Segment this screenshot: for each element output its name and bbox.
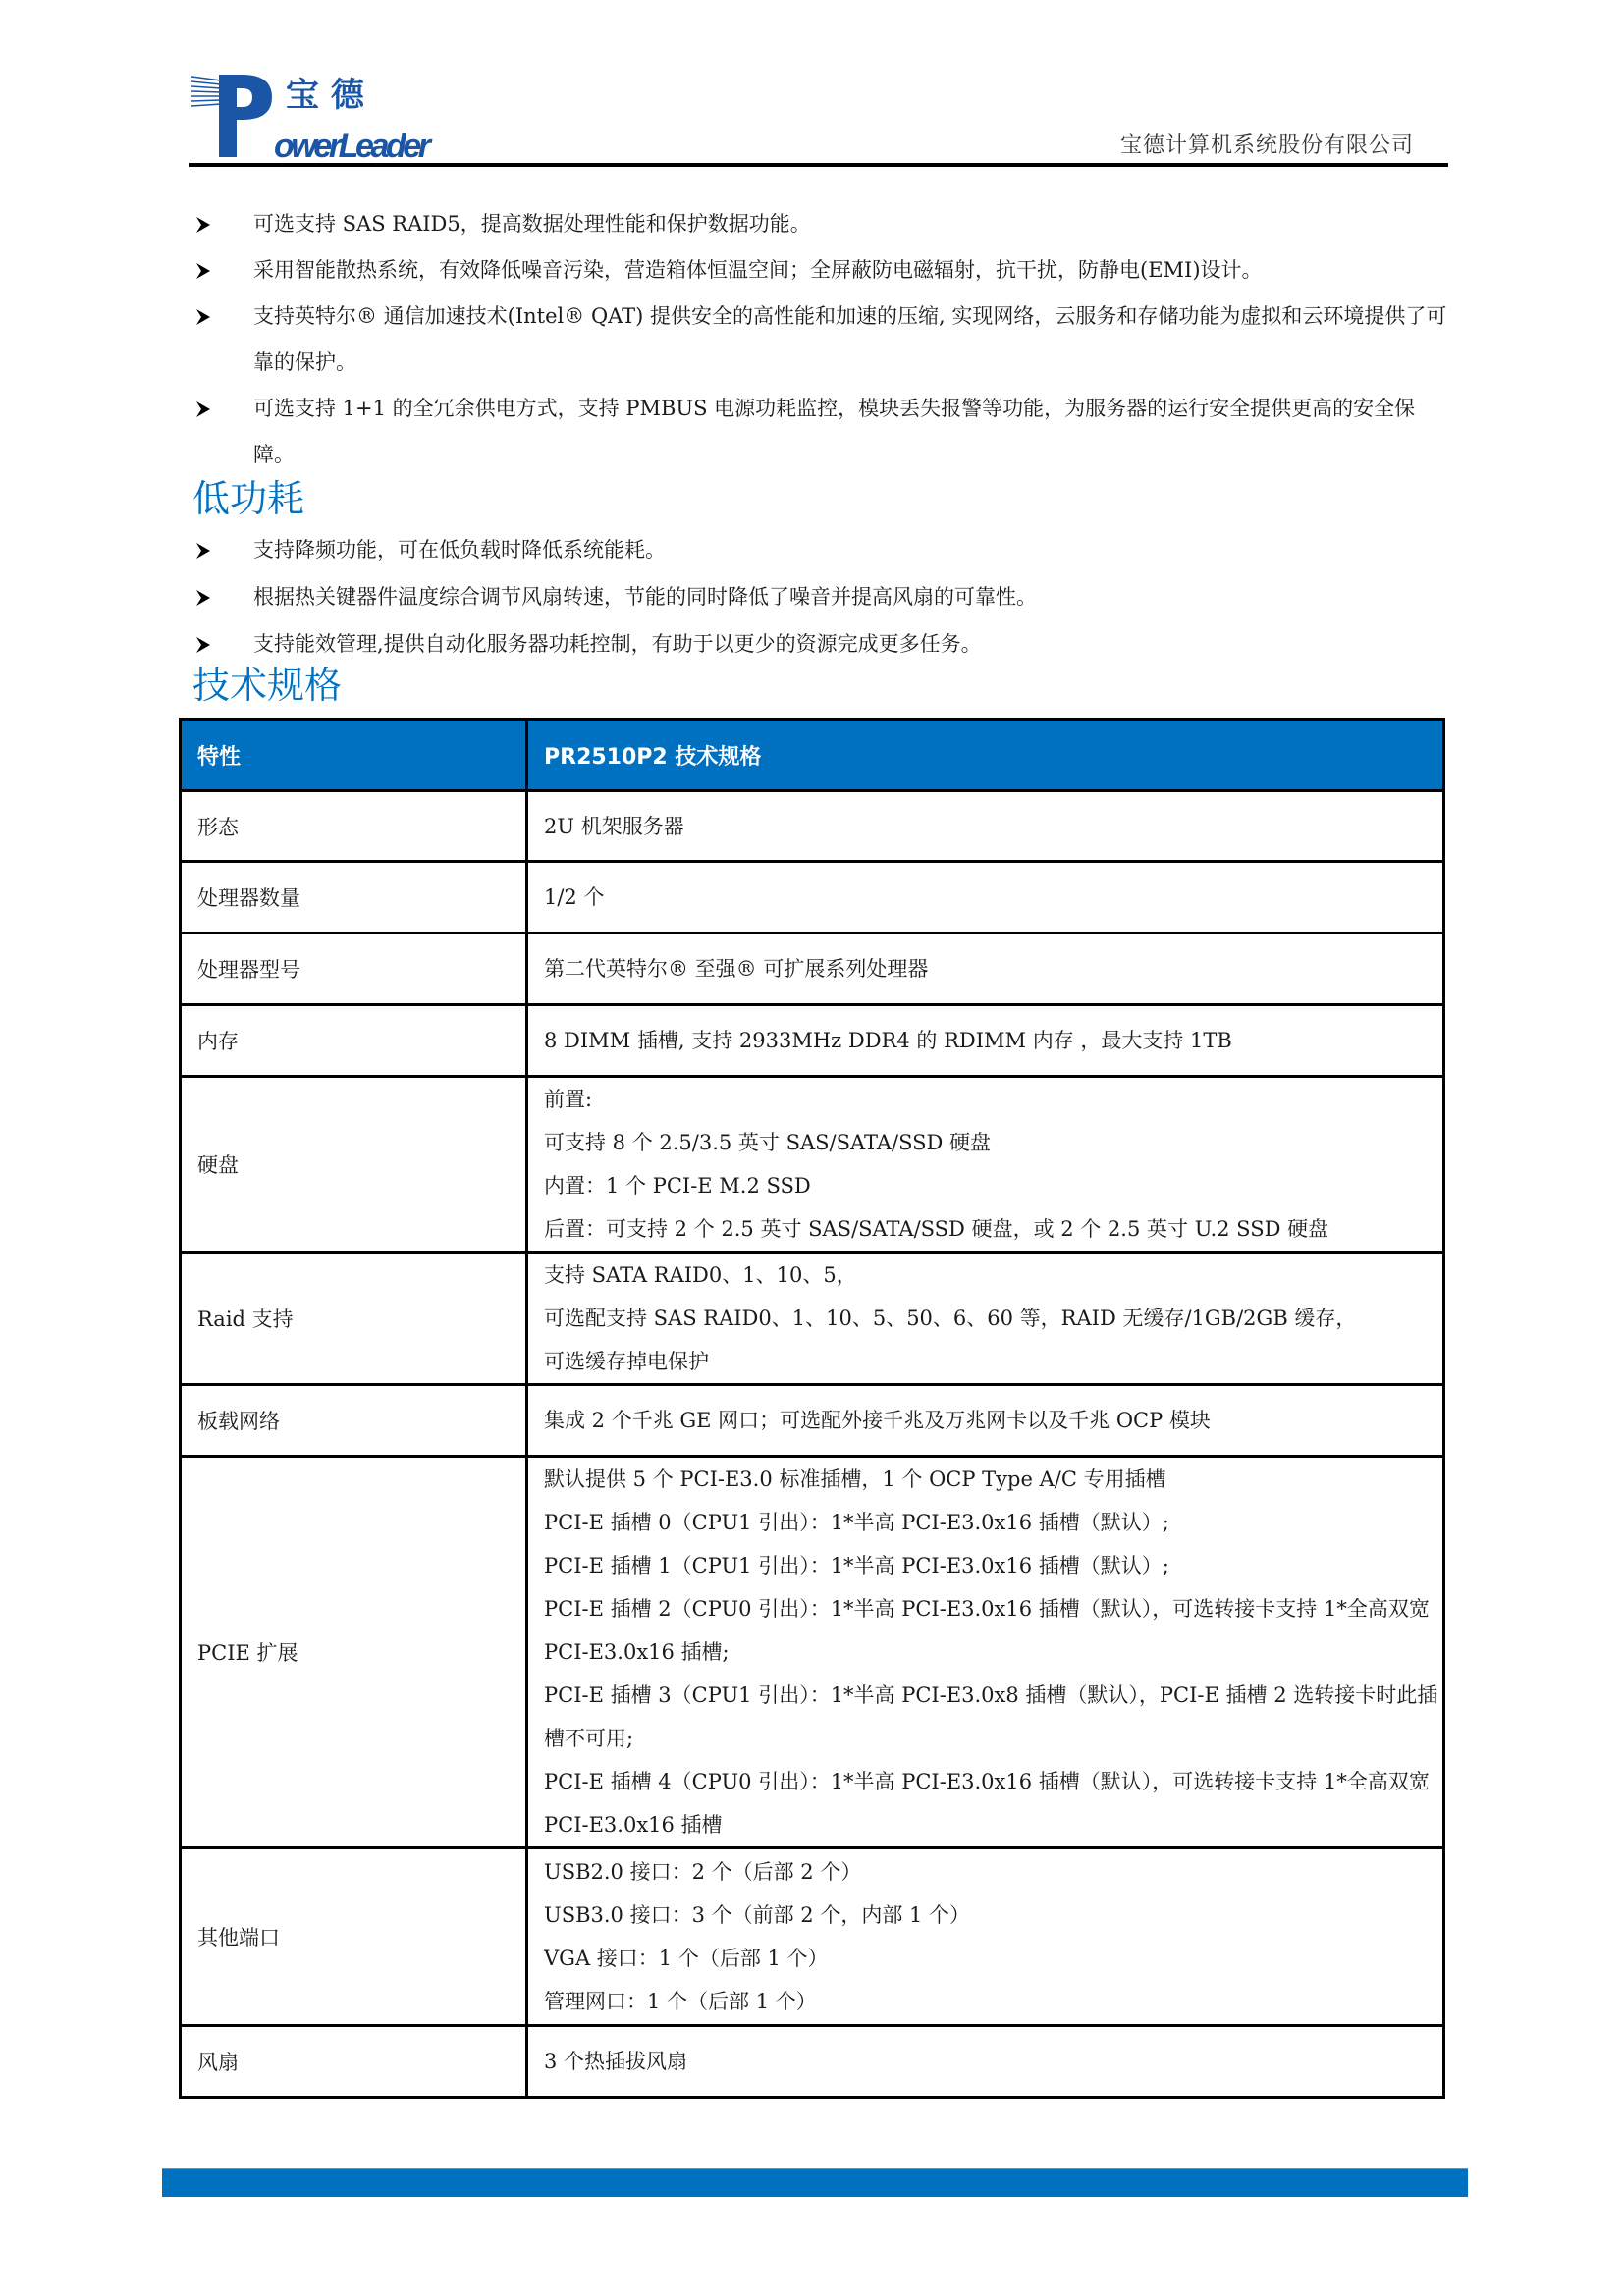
spec-feature-cell: 处理器数量	[181, 862, 527, 934]
spec-table	[179, 718, 1445, 2099]
spec-value-cell	[527, 1848, 1444, 2026]
spec-feature-cell: 形态	[181, 791, 527, 862]
intro-bullet: 可选支持 SAS RAID5，提高数据处理性能和保护数据功能。	[196, 201, 1449, 247]
spec-table-row	[181, 1005, 1444, 1077]
arrow-bullet-icon	[196, 386, 214, 417]
header-divider	[189, 163, 1448, 167]
spec-value-line: USB2.0 接口：2 个（后部 2 个）	[544, 1860, 862, 1884]
spec-value-cell	[527, 862, 1444, 934]
spec-value-cell	[527, 1077, 1444, 1253]
spec-feature-cell: 硬盘	[181, 1077, 527, 1253]
column-header-spec: PR2510P2 技术规格	[527, 720, 1444, 791]
spec-value-line: VGA 接口：1 个（后部 1 个）	[544, 1947, 829, 1970]
arrow-bullet-icon	[196, 527, 214, 559]
low-power-bullet: 支持降频功能，可在低负载时降低系统能耗。	[196, 527, 1449, 573]
spec-table-row	[181, 2026, 1444, 2098]
low-power-bullet: 根据热关键器件温度综合调节风扇转速，节能的同时降低了噪音并提高风扇的可靠性。	[196, 574, 1449, 620]
spec-value-cell	[527, 1457, 1444, 1848]
spec-table-row	[181, 1253, 1444, 1385]
logo-cn-name: 宝 德	[286, 76, 364, 115]
spec-value-line: 1/2 个	[544, 885, 605, 909]
arrow-bullet-icon	[196, 247, 214, 279]
spec-value-cell	[527, 1385, 1444, 1457]
spec-value-line: 第二代英特尔® 至强® 可扩展系列处理器	[544, 957, 929, 981]
spec-value-line: 后置：可支持 2 个 2.5 英寸 SAS/SATA/SSD 硬盘，或 2 个 2.5 英寸 U.2 SSD 硬盘	[544, 1217, 1329, 1241]
low-power-bullet: 支持能效管理,提供自动化服务器功耗控制，有助于以更少的资源完成更多任务。	[196, 621, 1449, 667]
spec-value-line: PCI-E 插槽 1（CPU1 引出）：1*半高 PCI-E3.0x16 插槽（默认）;	[544, 1554, 1169, 1577]
spec-value-line: 默认提供 5 个 PCI-E3.0 标准插槽，1 个 OCP Type A/C 专用插槽	[544, 1468, 1166, 1491]
section-heading-spec: 技术规格	[192, 664, 343, 707]
spec-value-line: PCI-E 插槽 2（CPU0 引出）：1*半高 PCI-E3.0x16 插槽（默认），可选转接卡支持 1*全高双宽 PCI-E3.0x16 插槽;	[544, 1597, 1430, 1664]
intro-bullet: 可选支持 1+1 的全冗余供电方式，支持 PMBUS 电源功耗监控，模块丢失报警等功能，为服务器的运行安全提供更高的安全保障。	[196, 386, 1449, 478]
logo-en-name: owerLeader	[274, 128, 431, 161]
spec-value-line: 管理网口：1 个（后部 1 个）	[544, 1990, 817, 2013]
intro-bullet: 支持英特尔® 通信加速技术(Intel® QAT) 提供安全的高性能和加速的压缩, 实现网络，云服务和存储功能为虚拟和云环境提供了可靠的保护。	[196, 294, 1449, 386]
spec-value-cell	[527, 791, 1444, 862]
spec-table-row	[181, 934, 1444, 1005]
company-logo	[191, 71, 437, 161]
arrow-bullet-icon	[196, 294, 214, 325]
spec-value-cell	[527, 1253, 1444, 1385]
spec-table-row	[181, 1848, 1444, 2026]
column-header-feature: 特性	[181, 720, 527, 791]
spec-value-line: PCI-E 插槽 4（CPU0 引出）：1*半高 PCI-E3.0x16 插槽（默认），可选转接卡支持 1*全高双宽 PCI-E3.0x16 插槽	[544, 1770, 1430, 1837]
spec-value-line: 支持 SATA RAID0、1、10、5，	[544, 1263, 857, 1287]
spec-feature-cell: 风扇	[181, 2026, 527, 2098]
spec-value-line: 内置：1 个 PCI-E M.2 SSD	[544, 1174, 811, 1198]
spec-value-line: 可选缓存掉电保护	[544, 1350, 709, 1373]
arrow-bullet-icon	[196, 621, 214, 653]
spec-table-row	[181, 1457, 1444, 1848]
spec-table-header	[181, 720, 1444, 791]
spec-feature-cell: PCIE 扩展	[181, 1457, 527, 1848]
spec-value-line: 可支持 8 个 2.5/3.5 英寸 SAS/SATA/SSD 硬盘	[544, 1131, 992, 1154]
spec-value-line: 集成 2 个千兆 GE 网口；可选配外接千兆及万兆网卡以及千兆 OCP 模块	[544, 1409, 1211, 1432]
spec-feature-cell: 板载网络	[181, 1385, 527, 1457]
spec-value-line: USB3.0 接口：3 个（前部 2 个，内部 1 个）	[544, 1903, 971, 1927]
powerleader-logo-icon	[191, 71, 437, 161]
spec-value-line: 前置:	[544, 1088, 593, 1111]
spec-value-cell	[527, 2026, 1444, 2098]
spec-value-line: 8 DIMM 插槽, 支持 2933MHz DDR4 的 RDIMM 内存 ，最大支持 1TB	[544, 1029, 1232, 1052]
arrow-bullet-icon	[196, 201, 214, 233]
company-name: 宝德计算机系统股份有限公司	[1119, 133, 1414, 158]
intro-bullet: 采用智能散热系统，有效降低噪音污染，营造箱体恒温空间；全屏蔽防电磁辐射，抗干扰，防静电(EMI)设计。	[196, 247, 1449, 294]
section-heading-low-power: 低功耗	[192, 477, 305, 520]
spec-value-line: PCI-E 插槽 0（CPU1 引出）：1*半高 PCI-E3.0x16 插槽（默认）;	[544, 1511, 1169, 1534]
spec-value-line: 3 个热插拔风扇	[544, 2050, 688, 2073]
spec-value-line: 可选配支持 SAS RAID0、1、10、5、50、6、60 等，RAID 无缓存/1GB/2GB 缓存，	[544, 1307, 1357, 1330]
spec-table-row	[181, 791, 1444, 862]
spec-value-line: 2U 机架服务器	[544, 814, 684, 838]
spec-feature-cell: Raid 支持	[181, 1253, 527, 1385]
spec-feature-cell: 内存	[181, 1005, 527, 1077]
spec-table-row	[181, 1385, 1444, 1457]
spec-table-row	[181, 862, 1444, 934]
spec-value-cell	[527, 934, 1444, 1005]
spec-value-cell	[527, 1005, 1444, 1077]
arrow-bullet-icon	[196, 574, 214, 606]
spec-feature-cell: 处理器型号	[181, 934, 527, 1005]
spec-feature-cell: 其他端口	[181, 1848, 527, 2026]
footer-bar	[162, 2168, 1468, 2197]
spec-value-line: PCI-E 插槽 3（CPU1 引出）：1*半高 PCI-E3.0x8 插槽（默认），PCI-E 插槽 2 选转接卡时此插槽不可用;	[544, 1683, 1438, 1750]
spec-table-row	[181, 1077, 1444, 1253]
